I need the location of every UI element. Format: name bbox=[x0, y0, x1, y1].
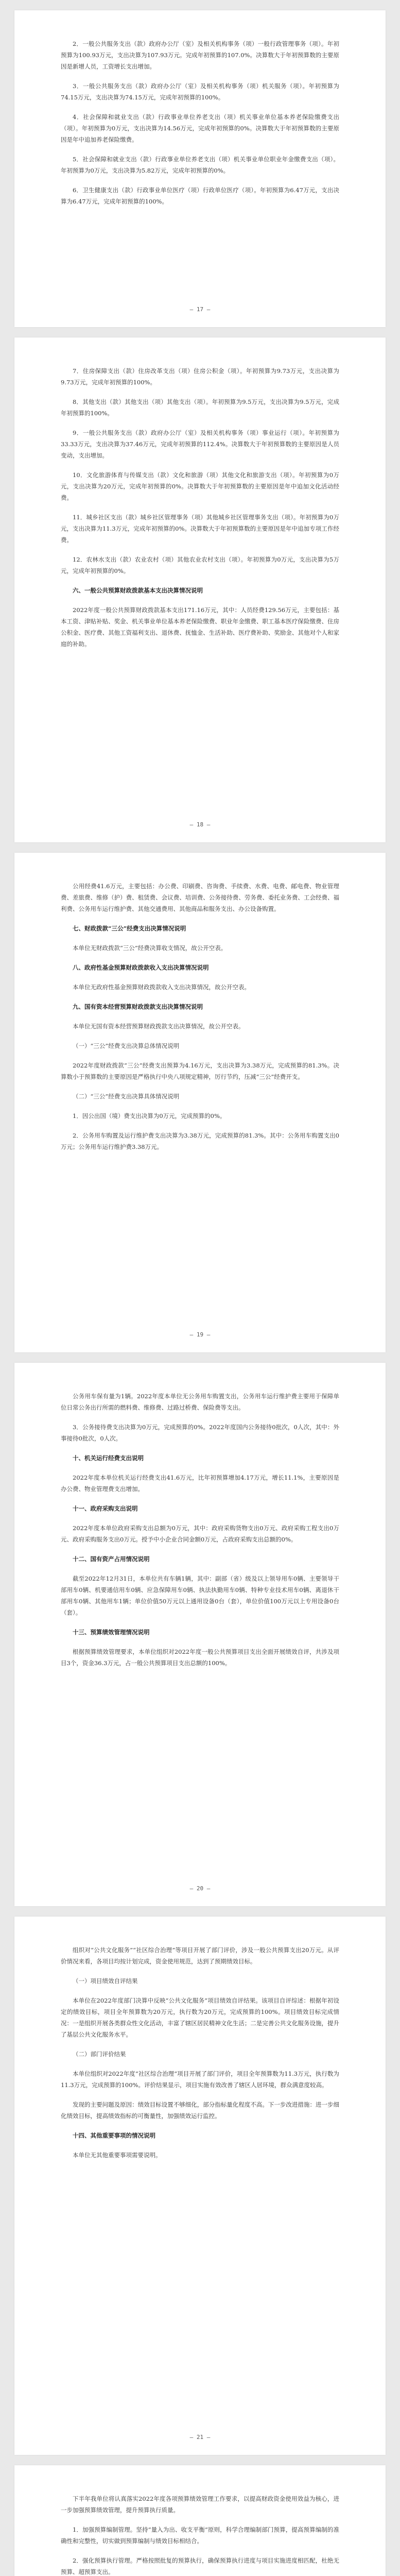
paragraph: 2022年度一般公共预算财政拨款基本支出171.16万元，其中：人员经费129.56万元，主要包括：基本工资、津贴补贴、奖金、机关事业单位基本养老保险缴费、职业年金缴费、职工基本医疗保险缴费、住房公积金、医疗费、其他工资福利支出、退休费、抚恤金、生活补助、医疗费补助、奖励金、其他对个人和家庭的补助。 bbox=[61, 606, 339, 648]
paragraph: 2022年度财政拨款“三公”经费支出预算为4.16万元，支出决算为3.38万元，完成预算的81.3%。决算数小于预算数的主要原因是严格执行中央八项规定精神，厉行节约，压减“三公”经费开支。 bbox=[61, 1062, 339, 1080]
page-body bbox=[61, 1944, 339, 2169]
paragraph: 发现的主要问题及原因：绩效目标设置不够细化，部分指标量化程度不高。下一步改进措施：进一步细化绩效目标，提高绩效指标的可衡量性，加强绩效运行监控。 bbox=[61, 2101, 339, 2120]
document-page bbox=[14, 2465, 386, 2576]
page-number: — 20 — bbox=[189, 1885, 211, 1892]
paragraph: 4．社会保障和就业支出（款）行政事业单位养老支出（项）机关事业单位基本养老保险缴费支出（项）。年初预算为0万元，支出决算为14.56万元，完成年初预算的0%。决算数大于年初预算数的主要原因是年中追加养老保险缴费。 bbox=[61, 113, 339, 143]
paragraph: 公用经费41.6万元，主要包括：办公费、印刷费、咨询费、手续费、水费、电费、邮电费、物业管理费、差旅费、维修（护）费、租赁费、会议费、培训费、公务接待费、劳务费、委托业务费、工会经费、福利费、公务用车运行维护费、其他交通费用、其他商品和服务支出、办公设备购置。 bbox=[61, 883, 339, 912]
page-number: — 19 — bbox=[189, 1331, 211, 1338]
paragraph: （一）“三公”经费支出决算总体情况说明 bbox=[73, 1042, 180, 1049]
paragraph: 截至2022年12月31日，本单位共有车辆1辆，其中：副部（省）级及以上领导用车0辆、主要领导干部用车0辆、机要通信用车0辆、应急保障用车0辆、执法执勤用车0辆、特种专业技术用车0辆、离退休干部用车0辆、其他用车1辆；单位价值50万元以上通用设备0台（套），单位价值100万元以上专用设备0台（套）。 bbox=[61, 1575, 339, 1616]
paragraph: 公务用车保有量为1辆。2022年度本单位无公务用车购置支出，公务用车运行维护费主要用于保障单位日常公务出行所需的燃料费、维修费、过路过桥费、保险费等支出。 bbox=[61, 1393, 339, 1411]
paragraph: 7．住房保障支出（款）住房改革支出（项）住房公积金（项）。年初预算为9.73万元，支出决算为9.73万元，完成年初预算的100%。 bbox=[61, 367, 339, 386]
paragraph: 根据预算绩效管理要求，本单位组织对2022年度一般公共预算项目支出全面开展绩效自评，共涉及项目3个，资金36.3万元，占一般公共预算项目支出总额的100%。 bbox=[61, 1648, 339, 1667]
paragraph: 1．因公出国（境）费支出决算为0万元，完成预算的0%。 bbox=[73, 1112, 226, 1120]
paragraph: 3．一般公共服务支出（款）政府办公厅（室）及相关机构事务（项）机关服务（项）。年初预算为74.15万元，支出决算为74.15万元，完成年初预算的100%。 bbox=[61, 82, 339, 101]
page-body bbox=[61, 880, 339, 1161]
paragraph: 1．加强预算编制管理。坚持“量入为出、收支平衡”原则，科学合理编制部门预算，提高预算编制的准确性和完整性，切实做到预算编制与绩效目标相结合。 bbox=[61, 2526, 339, 2545]
document-page bbox=[14, 337, 386, 842]
page-body bbox=[61, 38, 339, 215]
paragraph: 11．城乡社区支出（款）城乡社区管理事务（项）其他城乡社区管理事务支出（项）。年初预算为0万元，支出决算为11.3万元，完成年初预算的0%。决算数大于年初预算数的主要原因是年中追加专项工作经费。 bbox=[61, 514, 339, 544]
paragraph: 2．一般公共服务支出（款）政府办公厅（室）及相关机构事务（项）一般行政管理事务（项）。年初预算为100.93万元，支出决算为107.93万元。完成年初预算的107.0%。决算数大于年初预算数的主要原因是新增人员，工资增长支出增加。 bbox=[61, 40, 339, 70]
paragraph: 组织对“公共文化服务”“社区综合治理”等项目开展了部门评价，涉及一般公共预算支出20万元。从评价情况来看，各项目均按计划完成，资金使用规范，达到了预期绩效目标。 bbox=[61, 1946, 339, 1965]
paragraph: （二）“三公”经费支出决算具体情况说明 bbox=[73, 1093, 180, 1100]
paragraph: （一）项目绩效自评结果 bbox=[73, 1977, 138, 1985]
paragraph: 12．农林水支出（款）农业农村（项）其他农业农村支出（项）。年初预算为0万元，支出决算为5万元，完成年初预算的0%。 bbox=[61, 556, 339, 574]
paragraph: 2022年度本单位机关运行经费支出41.6万元，比年初预算增加4.17万元，增长11.1%，主要原因是办公费、物业管理费支出增加。 bbox=[61, 1474, 339, 1493]
section-heading: 十二、国有资产占用情况说明 bbox=[73, 1555, 150, 1563]
paragraph: （二）部门评价结果 bbox=[73, 2050, 126, 2058]
paragraph: 6．卫生健康支出（款）行政事业单位医疗（项）行政单位医疗（项）。年初预算为6.47万元，支出决算为6.47万元，完成年初预算的100%。 bbox=[61, 187, 339, 205]
paragraph: 本单位组织对2022年度“社区综合治理”项目开展了部门评价，项目全年预算数为11.3万元，执行数为11.3万元，完成预算的100%。评价结果显示，项目实施有效改善了辖区人居环境，群众满意度较高。 bbox=[61, 2070, 339, 2089]
paragraph: 本单位无其他重要事项需要说明。 bbox=[73, 2151, 162, 2159]
section-heading: 十三、预算绩效管理情况说明 bbox=[73, 1629, 150, 1636]
section-heading: 十一、政府采购支出说明 bbox=[73, 1505, 138, 1512]
page-number: — 18 — bbox=[189, 821, 211, 828]
paragraph: 2022年度本单位政府采购支出总额为0万元，其中：政府采购货物支出0万元、政府采购工程支出0万元、政府采购服务支出0万元。授予中小企业合同金额0万元，占政府采购支出总额的0%。 bbox=[61, 1524, 339, 1543]
paragraph: 本单位无财政拨款“三公”经费决算收支情况，故公开空表。 bbox=[73, 944, 227, 952]
document-page bbox=[14, 1917, 386, 2455]
paragraph: 本单位无政府性基金预算财政拨款收入支出决算情况，故公开空表。 bbox=[73, 984, 250, 991]
paragraph: 9．一般公共服务支出（款）政府办公厅（室）及相关机构事务（项）事业运行（项）。年初预算为33.33万元，支出决算为37.46万元，完成年初预算的112.4%。决算数大于年初预算数的主要原因是人员变动，支出增加。 bbox=[61, 429, 339, 459]
page-body bbox=[61, 1391, 339, 1677]
document-page bbox=[14, 10, 386, 327]
paragraph: 2．强化预算执行管理。严格按照批复的预算执行，确保预算执行进度与项目实施进度相匹配，杜绝无预算、超预算支出。 bbox=[61, 2557, 339, 2575]
paragraph: 本单位无国有资本经营预算财政拨款支出决算情况，故公开空表。 bbox=[73, 1023, 245, 1030]
section-heading: 七、财政拨款“三公”经费支出决算情况说明 bbox=[73, 925, 186, 932]
section-heading: 八、政府性基金预算财政拨款收入支出决算情况说明 bbox=[73, 964, 209, 971]
paragraph: 下半年我单位将认真落实2022年度各项预算绩效管理工作要求，以提高财政资金使用效益为核心，进一步加强预算绩效管理，提升预算执行质量。 bbox=[61, 2495, 339, 2514]
paragraph: 8．其他支出（款）其他支出（项）其他支出（项）。年初预算为9.5万元，支出决算为9.5万元，完成年初预算的100%。 bbox=[61, 398, 339, 417]
page-body bbox=[61, 2493, 339, 2576]
document-page bbox=[14, 1363, 386, 1906]
section-heading: 六、一般公共预算财政拨款基本支出决算情况说明 bbox=[73, 587, 203, 594]
paragraph: 本单位在2022年度部门决算中反映“公共文化服务”项目绩效自评结果。该项目自评综述：根据年初设定的绩效目标，项目全年预算数为20万元，执行数为20万元，完成预算的100%。项目绩效目标完成情况：一是组织开展各类群众性文化活动，丰富了辖区居民精神文化生活；二是完善公共文化服务设施，提升了基层公共文化服务水平。 bbox=[61, 1997, 339, 2038]
page-number: — 17 — bbox=[189, 306, 211, 313]
paragraph: 2．公务用车购置及运行维护费支出决算为3.38万元，完成预算的81.3%。其中：公务用车购置支出0万元；公务用车运行维护费3.38万元。 bbox=[61, 1132, 339, 1150]
page-body bbox=[61, 365, 339, 658]
section-heading: 十、机关运行经费支出说明 bbox=[73, 1454, 144, 1462]
page-number: — 21 — bbox=[189, 2434, 211, 2441]
paragraph: 3．公务接待费支出决算为0万元，完成预算的0%。2022年度国内公务接待0批次，0人次，其中：外事接待0批次，0人次。 bbox=[61, 1423, 339, 1442]
section-heading: 十四、其他重要事项的情况说明 bbox=[73, 2132, 155, 2139]
paragraph: 5．社会保障和就业支出（款）行政事业单位养老支出（项）机关事业单位职业年金缴费支出（项）。年初预算为0万元，支出决算为5.82万元，完成年初预算的0%。 bbox=[61, 156, 339, 174]
paragraph: 10．文化旅游体育与传媒支出（款）文化和旅游（项）其他文化和旅游支出（项）。年初预算为0万元，支出决算为20万元，完成年初预算的0%。决算数大于年初预算数的主要原因是年中追加文化活动经费。 bbox=[61, 471, 339, 501]
section-heading: 九、国有资本经营预算财政拨款支出决算情况说明 bbox=[73, 1003, 203, 1010]
document-page bbox=[14, 853, 386, 1352]
